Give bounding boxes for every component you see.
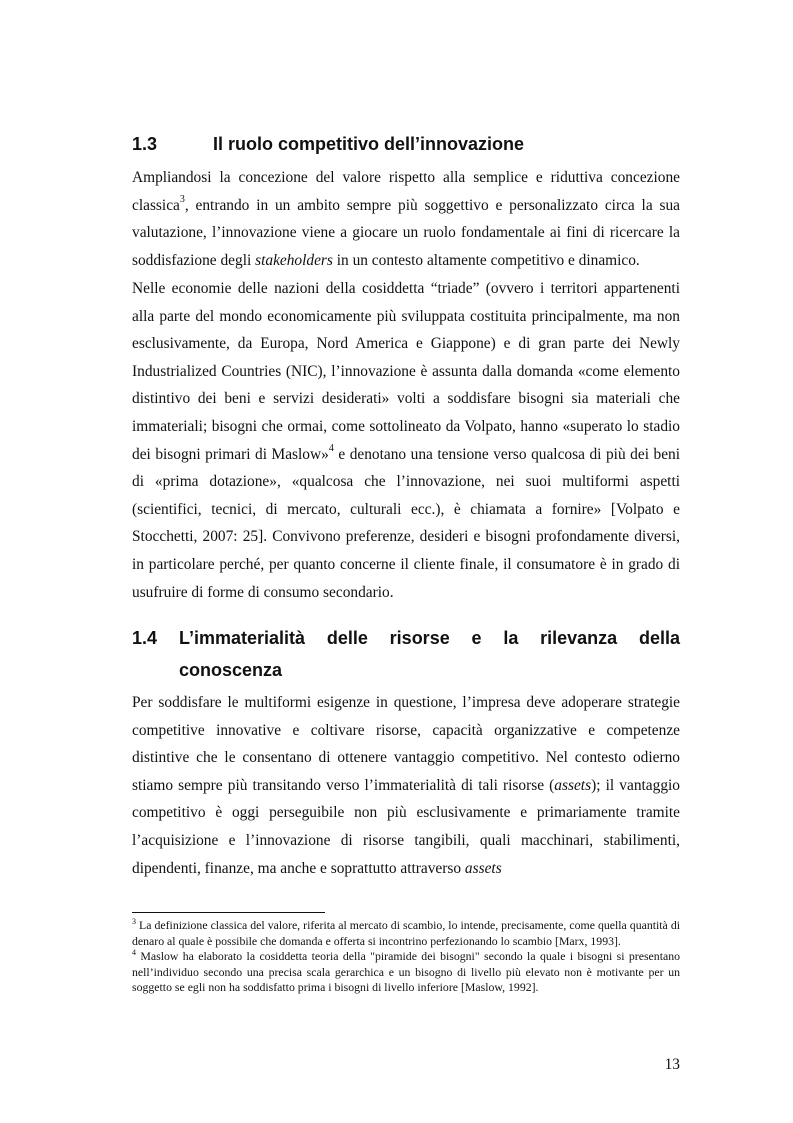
section-title-line-2: conoscenza <box>179 660 283 680</box>
footnote-separator <box>132 912 325 913</box>
footnote: $^4$ Maslow ha elaborato la cosiddetta teoria della "piramide dei bisogni" secondo la quale i bisogni si presentano nell’individuo secondo una precisa scala gerarchica e un bisogno di livello più elevato non è motivante per un soggetto se egli non ha soddisfatto prima i bisogni di livello inferiore [Maslow, 1992]. <box>132 948 680 994</box>
section-number: 1.4 <box>132 628 158 648</box>
emphasis: assets <box>554 776 592 794</box>
footnote-ref: 3 <box>179 194 185 206</box>
section-title-line-1: L’immaterialità delle risorse e la rilevanza della <box>179 628 680 648</box>
section-title: Il ruolo competitivo dell’innovazione <box>213 134 525 154</box>
emphasis: stakeholders <box>255 251 333 269</box>
footnote-number: 4 <box>132 948 136 958</box>
paragraph: Ampliandosi la concezione del valore rispetto alla semplice e riduttiva concezione classica$^3$, entrando in un ambito sempre più soggettivo e personalizzato circa la sua valutazione, l’innovazione viene a giocare un ruolo fondamentale ai fini di ricercare la soddisfazione degli stakeholders in un contesto altamente competitivo e dinamico. <box>132 169 680 269</box>
paragraph: Nelle economie delle nazioni della cosiddetta “triade” (ovvero i territori appartenenti alla parte del mondo economicamente più sviluppata costituita principalmente, ma non esclusivamente, da Europa, Nord America e Giappone) e di gran parte dei Newly Industrialized Countries (NIC), l’innovazione è assunta dalla domanda «come elemento distintivo dei beni e servizi desiderati» volti a soddisfare bisogni sia materiali che immateriali; bisogni che ormai, come sottolineato da Volpato, hanno «superato lo stadio dei bisogni primari di Maslow»$^4$ e denotano una tensione verso qualcosa di più dei beni di «prima dotazione», «qualcosa che l’innovazione, nei suoi multiformi aspetti (scientifici, tecnici, di mercato, culturali ecc.), è chiamata a fornire» [Volpato e Stocchetti, 2007: 25]. Convivono preferenze, desideri e bisogni profondamente diversi, in particolare perché, per quanto concerne il cliente finale, il consumatore è in grado di usufruire di forme di consumo secondario. <box>132 280 680 601</box>
emphasis: assets <box>464 859 502 877</box>
footnote-ref: 4 <box>328 443 334 455</box>
footnotes <box>132 918 680 996</box>
footnote: $^3$ La definizione classica del valore, riferita al mercato di scambio, lo intende, precisamente, come quella quantità di denaro al quale è possibile che domanda e offerta si incontrino perfezionando lo scambio [Marx, 1993]. <box>132 917 680 948</box>
footnote-number: 3 <box>132 917 136 927</box>
page-number: 13 <box>664 1056 680 1073</box>
section-number: 1.3 <box>132 134 158 154</box>
paragraph: Per soddisfare le multiformi esigenze in questione, l’impresa deve adoperare strategie competitive innovative e coltivare risorse, capacità organizzative e competenze distintive che le consentano di ottenere vantaggio competitivo. Nel contesto odierno stiamo sempre più transitando verso l’immaterialità di tali risorse (assets); il vantaggio competitivo è oggi perseguibile non più esclusivamente e primariamente tramite l’acquisizione e l’innovazione di risorse tangibili, quali macchinari, stabilimenti, dipendenti, finanze, ma anche e soprattutto attraverso assets <box>132 694 680 877</box>
section-heading-1-4 <box>132 622 680 686</box>
